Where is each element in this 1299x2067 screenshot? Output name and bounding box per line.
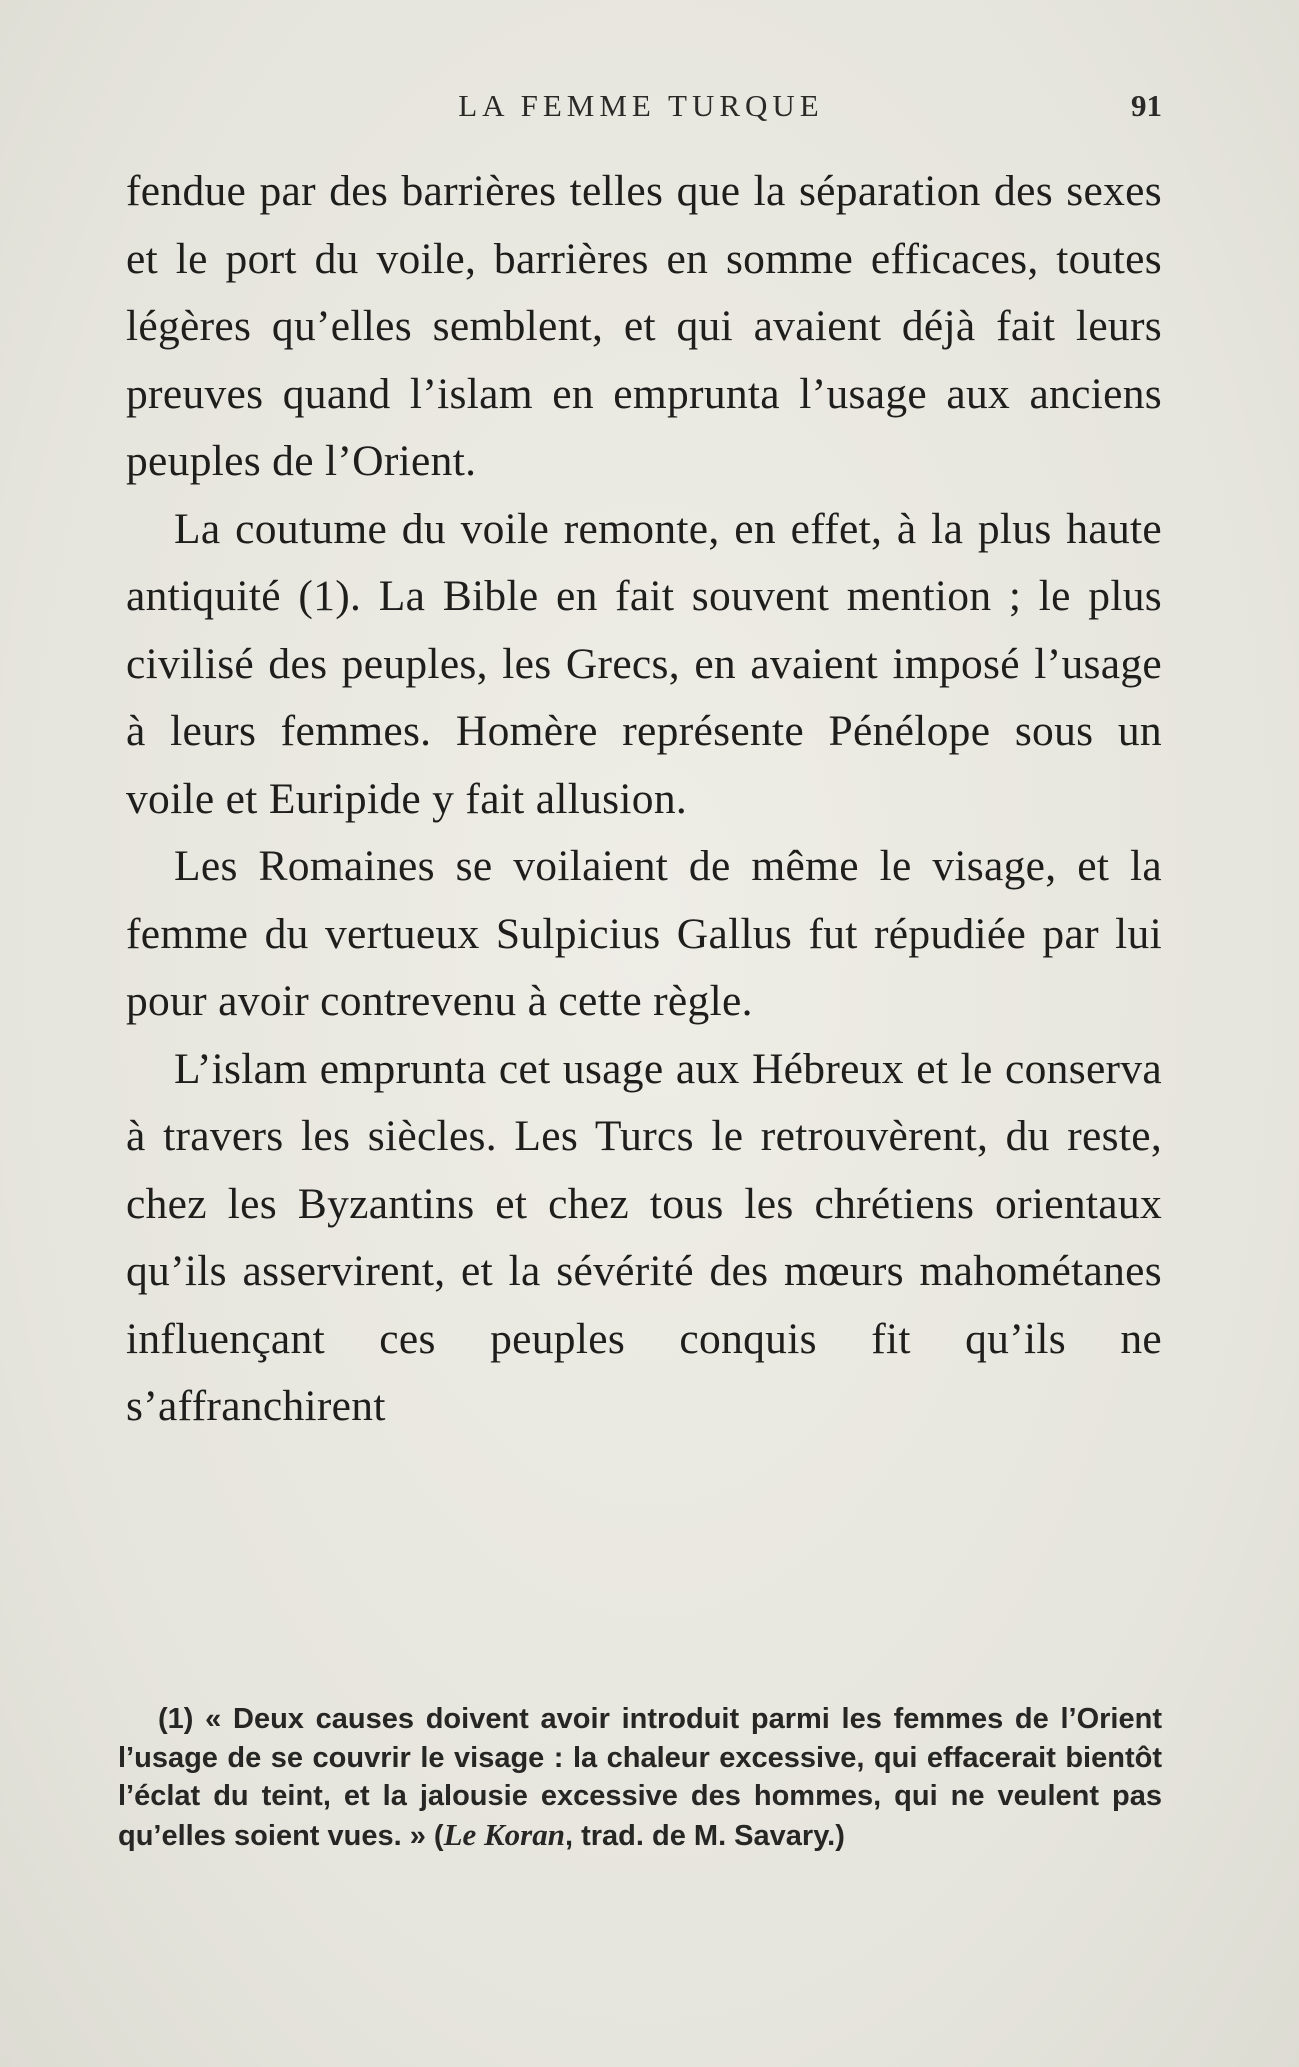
footnote-reference: (1)	[298, 572, 351, 620]
paragraph-1-text: fendue par des barrières telles que la séparation des sexes et le port du voile, barrières en somme efficaces, toutes légères qu’elles semblent, et qui avaient déjà fait leurs preuves quand l’islam en emprunta l’usage aux anciens peuples de l’Orient.	[126, 167, 1162, 485]
footnote-source-title: Le Koran	[443, 1816, 565, 1852]
paragraph-2-text-a: La coutume du voile remonte, en effet, à la plus haute antiquité	[126, 504, 1162, 620]
footnote-source-rest: , trad. de M. Savary.)	[565, 1819, 845, 1852]
footnote	[118, 1700, 1162, 1855]
paragraph-1	[126, 158, 1162, 496]
footnote-paragraph	[118, 1700, 1162, 1855]
paragraph-3	[126, 833, 1162, 1036]
paragraph-3-text: Les Romaines se voilaient de même le visage, et la femme du vertueux Sulpicius Gallus fut répudiée par lui pour avoir contrevenu à cette règle.	[126, 842, 1162, 1025]
page-number: 91	[1131, 88, 1162, 123]
body-text	[126, 158, 1162, 1441]
paragraph-4-text: L’islam emprunta cet usage aux Hébreux et le conserva à travers les siècles. Les Turcs le retrouvèrent, du reste, chez les Byzantins et chez tous les chrétiens orientaux qu’ils asservirent, et la sévérité des mœurs mahométanes influençant ces peuples conquis fit qu’ils ne s’affranchirent	[126, 1044, 1162, 1430]
paragraph-2-text-b: . La Bible en fait souvent mention ; le plus civilisé des peuples, les Grecs, en avaient imposé l’usage à leurs femmes. Homère représente Pénélope sous un voile et Euripide y fait allusion.	[126, 572, 1162, 823]
running-head	[120, 88, 1162, 128]
paragraph-2	[126, 496, 1162, 834]
running-title: LA FEMME TURQUE	[458, 88, 824, 123]
footnote-text: (1) « Deux causes doivent avoir introduit parmi les femmes de l’Orient l’usage de se couvrir le visage : la chaleur excessive, qui effacerait bientôt l’éclat du teint, et la jalousie excessive des hommes, qui ne veulent pas qu’elles soient vues. » (	[118, 1703, 1162, 1852]
paragraph-4	[126, 1036, 1162, 1441]
